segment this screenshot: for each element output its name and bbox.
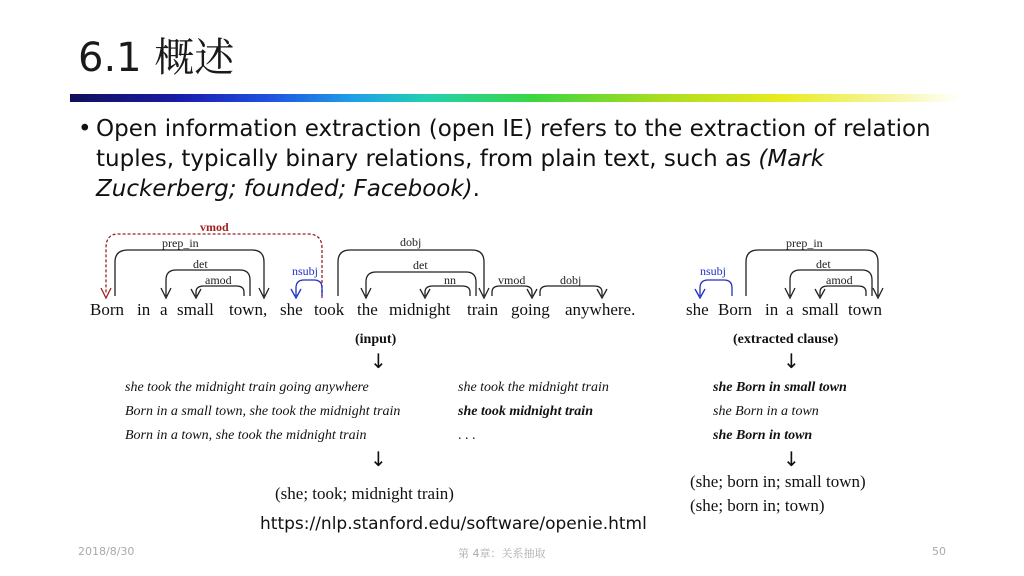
down-arrow-icon: ↓ [783, 447, 800, 471]
right-word: a [786, 300, 794, 319]
right-word: she [686, 300, 709, 319]
clause-item: she took the midnight train going anywhere [125, 380, 369, 395]
extracted-clause-label: (extracted clause) [733, 332, 839, 347]
left-word: she [280, 300, 303, 319]
clause-item: Born in a town, she took the midnight train [125, 428, 367, 443]
arc-label: dobj [400, 235, 422, 249]
left-word: in [137, 300, 151, 319]
arc-label: det [193, 257, 208, 271]
left-word: train [467, 300, 499, 319]
arc-label: vmod [498, 273, 526, 287]
arc-label: nsubj [292, 264, 319, 278]
arc-label: dobj [560, 273, 582, 287]
down-arrow-icon: ↓ [783, 349, 800, 373]
clause-item-selected: she Born in town [713, 428, 813, 443]
right-word: small [802, 300, 839, 319]
right-word: Born [718, 300, 752, 319]
clause-item: Born in a small town, she took the midnight train [125, 404, 401, 419]
left-word: midnight [389, 300, 451, 319]
output-triple: (she; took; midnight train) [275, 484, 454, 503]
arc-label: amod [826, 273, 853, 287]
left-word: a [160, 300, 168, 319]
arc-vmod [106, 234, 322, 298]
footer-page-number: 50 [932, 545, 946, 558]
left-word: Born [90, 300, 124, 319]
arc-label: amod [205, 273, 232, 287]
arc-label: prep_in [162, 236, 199, 250]
arc-label: nn [444, 273, 456, 287]
bullet-dot-icon: • [78, 116, 92, 142]
arc-label: vmod [200, 220, 229, 234]
source-url-link[interactable]: https://nlp.stanford.edu/software/openie.html [260, 514, 647, 534]
left-word: took [314, 300, 345, 319]
down-arrow-icon: ↓ [370, 349, 387, 373]
right-word: town [848, 300, 882, 319]
arc-label: det [413, 258, 428, 272]
clause-item: she took the midnight train [458, 380, 609, 395]
down-arrow-icon: ↓ [370, 447, 387, 471]
footer-chapter: 第 4章：关系抽取 [458, 547, 546, 560]
arc-label: nsubj [700, 264, 727, 278]
arc-label: det [816, 257, 831, 271]
footer-date: 2018/8/30 [78, 545, 135, 558]
left-word: the [357, 300, 378, 319]
slide-title: 6.1 概述 [78, 35, 235, 81]
bullet-text-main: Open information extraction (open IE) refers to the extraction of relation tuples, typically binary relations, from plain text, such as [96, 116, 931, 172]
left-word: going [511, 300, 550, 319]
arc-label: prep_in [786, 236, 823, 250]
left-word: town, [229, 300, 268, 319]
output-triple: (she; born in; small town) [690, 472, 866, 491]
left-word: anywhere. [565, 300, 636, 319]
clause-item-selected: she Born in small town [713, 380, 847, 395]
input-label: (input) [355, 332, 397, 347]
output-triple: (she; born in; town) [690, 496, 825, 515]
left-word: small [177, 300, 214, 319]
clause-item: she Born in a town [713, 404, 819, 419]
right-word: in [765, 300, 779, 319]
bullet-text-example: (Mark Zuckerberg; founded; Facebook) [96, 146, 825, 202]
bullet-text-end: . [472, 176, 480, 202]
clause-item-selected: she took midnight train [458, 404, 593, 419]
ellipsis: . . . [458, 428, 476, 443]
